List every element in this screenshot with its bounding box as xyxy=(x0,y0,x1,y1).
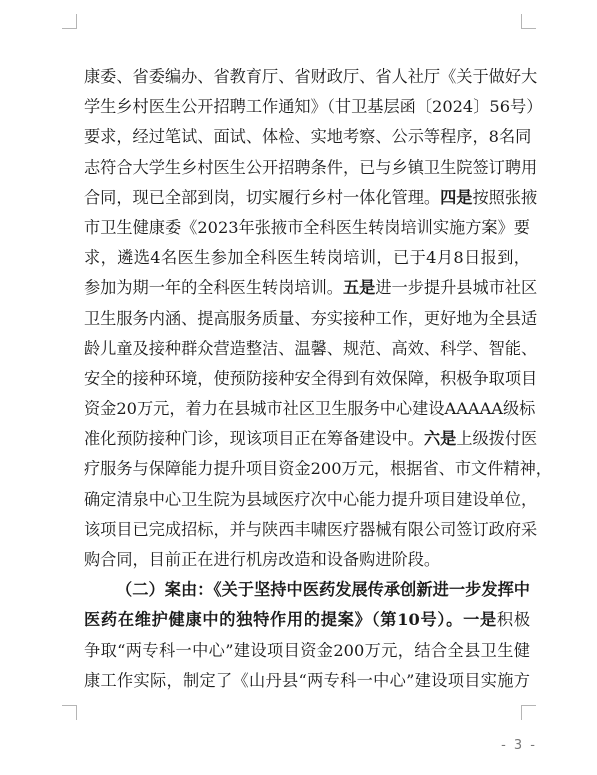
corner-crop-mark xyxy=(62,705,77,720)
text-segment: 资金20万元，着力在县城市社区卫生服务中心建设AAAAA级标 xyxy=(84,399,536,419)
text-segment: 求，遴选4名医生参加全科医生转岗培训，已于4月8日报到， xyxy=(84,248,530,268)
text-line xyxy=(84,153,538,183)
text-segment: 龄儿童及接种群众营造整洁、温馨、规范、高效、科学、智能、 xyxy=(84,338,538,358)
text-segment: 市卫生健康委《2023年张掖市全科医生转岗培训实施方案》要 xyxy=(84,217,530,237)
corner-crop-mark xyxy=(521,14,536,29)
text-line xyxy=(84,304,538,334)
text-line xyxy=(84,92,543,122)
text-segment: 要求，经过笔试、面试、体检、实地考察、公示等程序，8名同 xyxy=(84,127,532,147)
bold-text-segment: 五是 xyxy=(343,278,376,298)
text-segment: 上级拨付医 xyxy=(456,429,538,449)
bold-text-segment: （二）案由：《关于坚持中医药发展传承创新进一步发挥中 xyxy=(116,580,530,600)
text-segment: 按照张掖 xyxy=(472,187,538,207)
text-line xyxy=(84,183,538,213)
document-body xyxy=(84,62,552,696)
text-line xyxy=(84,364,538,394)
text-line xyxy=(84,213,530,243)
text-segment: 合同，现已全部到岗，切实履行乡村一体化管理。 xyxy=(84,187,441,207)
text-segment: 确定清泉中心卫生院为县域医疗次中心能力提升项目建设单位， xyxy=(84,489,538,509)
text-segment: 康工作实际，制定了《山丹县“两专科一中心”建设项目实施方 xyxy=(84,670,530,690)
text-line xyxy=(84,515,538,545)
text-line xyxy=(84,122,530,152)
text-segment: 参加为期一年的全科医生转岗培训。 xyxy=(84,278,343,298)
text-segment: 志符合大学生乡村医生公开招聘条件，已与乡镇卫生院签订聘用 xyxy=(84,157,538,177)
text-segment: 该项目已完成招标，并与陕西丰啸医疗器械有限公司签订政府采 xyxy=(84,519,538,539)
text-segment: 准化预防接种门诊，现该项目正在筹备建设中。 xyxy=(84,429,424,449)
text-segment: 疗服务与保障能力提升项目资金200万元，根据省、市文件精神， xyxy=(84,459,552,479)
text-line xyxy=(84,424,538,454)
text-line xyxy=(84,273,538,303)
text-segment: 购合同，目前正在进行机房改造和设备购进阶段。 xyxy=(84,550,441,569)
text-line xyxy=(84,485,538,515)
text-segment: 进一步提升县城市社区 xyxy=(375,278,538,298)
bold-text-segment: 一是 xyxy=(463,610,497,630)
text-line xyxy=(84,575,530,605)
text-line xyxy=(84,545,530,575)
corner-crop-mark xyxy=(521,705,536,720)
page-number: - 3 - xyxy=(501,738,537,753)
text-segment: 康委、省委编办、省教育厅、省财政厅、省人社厅《关于做好大 xyxy=(84,67,538,86)
text-segment: 学生乡村医生公开招聘工作通知》（甘卫基层函〔2024〕56号） xyxy=(84,97,543,117)
bold-text-segment: 医药在维护健康中的独特作用的提案》（第10号）。 xyxy=(84,610,464,630)
text-line xyxy=(84,666,530,696)
text-line xyxy=(84,636,530,666)
text-line xyxy=(84,334,538,364)
text-line xyxy=(84,62,538,92)
text-segment: 安全的接种环境，使预防接种安全得到有效保障，积极争取项目 xyxy=(84,368,538,388)
text-segment: 卫生服务内涵、提高服务质量、夯实接种工作，更好地为全县适 xyxy=(84,308,538,328)
corner-crop-mark xyxy=(62,14,77,29)
text-line xyxy=(84,243,530,273)
text-line xyxy=(84,394,536,424)
text-line xyxy=(84,454,552,484)
text-segment: 积极 xyxy=(496,610,531,630)
bold-text-segment: 四是 xyxy=(440,187,473,207)
bold-text-segment: 六是 xyxy=(423,429,457,449)
text-segment: 争取“两专科一中心”建设项目资金200万元，结合全县卫生健 xyxy=(84,640,530,660)
text-line xyxy=(84,605,530,635)
